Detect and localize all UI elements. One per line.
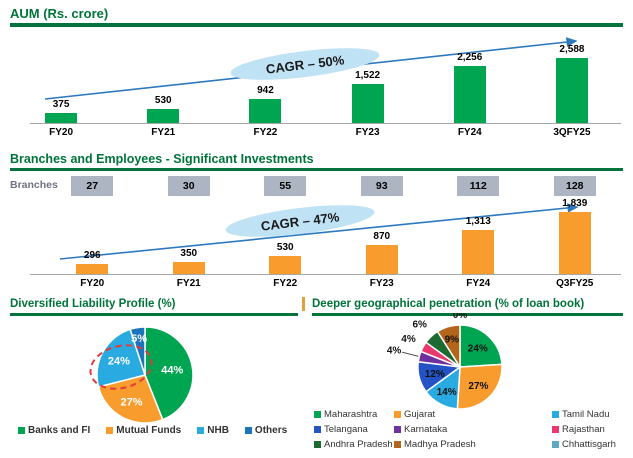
legend-marker: [197, 427, 204, 434]
legend-item-others: [245, 425, 287, 436]
pie-label-mutual-funds: 27%: [120, 396, 143, 409]
pie-label-gujarat: 27%: [468, 380, 489, 392]
bar-column: [521, 44, 623, 123]
pie-label-leader-line: [402, 352, 418, 356]
aum-section: [10, 6, 623, 140]
legend-marker: [314, 441, 321, 448]
branch-counts: [10, 176, 623, 196]
bar-value-label: 942: [257, 84, 274, 96]
legend-item-andhra-pradesh: [314, 439, 394, 450]
bar-column: [317, 70, 419, 122]
bar-value-label: 1,522: [355, 70, 381, 82]
axis-category-label: FY24: [457, 126, 482, 138]
pie-label-chhattisgarh: 0%: [452, 313, 468, 321]
branch-cell: [237, 176, 334, 196]
legend-label: Telangana: [324, 424, 368, 435]
bar-q3fy25: [559, 212, 591, 274]
branch-count-box: 128: [554, 176, 596, 196]
legend-marker: [552, 441, 559, 448]
legend-item-banks-and-fi: [18, 425, 90, 436]
bar-3qfy25: [556, 58, 588, 123]
branches-section: [10, 152, 623, 292]
pie-svg: [312, 313, 632, 417]
legend-marker: [18, 427, 25, 434]
pie-label-tamil-nadu: 14%: [436, 386, 457, 398]
geography-panel: [312, 297, 623, 455]
legend-label: Maharashtra: [324, 409, 378, 420]
branch-count-box: 112: [457, 176, 499, 196]
legend-marker: [552, 411, 559, 418]
pie-label-maharashtra: 24%: [467, 343, 488, 355]
branch-count-box: 55: [264, 176, 306, 196]
legend-label: NHB: [207, 425, 229, 436]
legend-item-karnataka: [394, 424, 552, 435]
legend-marker: [552, 426, 559, 433]
liability-panel-title: Diversified Liability Profile (%): [10, 298, 176, 310]
branch-cell: [334, 176, 431, 196]
axis-category-label: FY23: [369, 278, 394, 289]
geography-legend: [314, 409, 623, 450]
bar-column: [527, 198, 624, 274]
legend-item-telangana: [314, 424, 394, 435]
legend-marker: [394, 441, 401, 448]
legend-label: Others: [254, 425, 288, 436]
aum-cagr-badge: CAGR – 50%: [229, 41, 381, 85]
geography-pie-chart: [312, 313, 632, 422]
bar-fy23: [352, 84, 384, 122]
legend-item-maharashtra: [314, 409, 394, 420]
branch-cell: [430, 176, 527, 196]
bar-value-label: 350: [180, 248, 198, 260]
bar-column: [430, 216, 527, 274]
legend-marker: [314, 411, 321, 418]
bar-column: [10, 99, 112, 122]
bar-fy22: [249, 99, 281, 123]
bar-value-label: 1,839: [562, 198, 588, 209]
bar-fy24: [454, 66, 486, 123]
branches-row-label: Branches: [10, 179, 58, 191]
pie-label-andhra-pradesh: 6%: [412, 319, 427, 331]
branches-section-title: Branches and Employees - Significant Investments: [10, 151, 314, 166]
bar-column: [237, 242, 334, 274]
legend-item-gujarat: [394, 409, 552, 420]
bar-fy21: [147, 109, 179, 122]
axis-category-label: FY23: [355, 126, 380, 138]
aum-title-underline: [10, 23, 623, 27]
bar-fy23: [366, 245, 398, 274]
bar-column: [44, 250, 141, 274]
pie-label-telangana: 12%: [424, 369, 445, 380]
axis-category-label: FY20: [80, 278, 105, 289]
pie-label-rajasthan: 4%: [401, 334, 416, 346]
employees-bar-chart: [10, 198, 623, 291]
bar-value-label: 2,588: [559, 43, 585, 55]
aum-section-title: AUM (Rs. crore): [10, 6, 109, 21]
bar-value-label: 296: [83, 250, 101, 261]
legend-label: Tamil Nadu: [562, 409, 610, 420]
legend-marker: [394, 411, 401, 418]
legend-item-chhattisgarh: [552, 439, 623, 450]
legend-label: Madhya Pradesh: [404, 439, 476, 450]
branch-count-box: 93: [361, 176, 403, 196]
pie-label-madhya-pradesh: 9%: [444, 334, 460, 346]
legend-item-nhb: [197, 425, 229, 436]
branch-cell: [141, 176, 238, 196]
bar-fy24: [462, 230, 494, 274]
aum-bar-chart: [10, 43, 623, 140]
bar-value-label: 530: [276, 242, 294, 254]
liability-legend: [18, 425, 287, 436]
axis-category-label: Q3FY25: [556, 278, 594, 289]
legend-marker: [106, 427, 113, 434]
legend-item-mutual-funds: [106, 425, 181, 436]
bar-column: [214, 85, 316, 123]
bar-value-label: 530: [154, 95, 172, 107]
legend-marker: [394, 426, 401, 433]
legend-label: Chhattisgarh: [562, 439, 616, 450]
axis-category-label: FY22: [273, 278, 298, 289]
bar-fy20: [76, 264, 108, 274]
legend-label: Rajasthan: [562, 424, 605, 435]
bar-column: [419, 52, 521, 123]
pie-label-nhb: 24%: [107, 355, 130, 368]
liability-panel: [10, 297, 298, 455]
bar-fy20: [45, 113, 77, 122]
axis-category-label: FY20: [49, 126, 74, 138]
legend-marker: [245, 427, 252, 434]
bar-column: [141, 248, 238, 274]
branch-count-box: 27: [71, 176, 113, 196]
legend-label: Mutual Funds: [116, 425, 182, 436]
bar-value-label: 870: [373, 230, 391, 242]
branch-count-box: 30: [168, 176, 210, 196]
branch-cell: [44, 176, 141, 196]
axis-category-label: FY24: [466, 278, 491, 289]
axis-category-label: FY21: [176, 278, 201, 289]
axis-category-label: 3QFY25: [553, 126, 591, 138]
legend-label: Banks and FI: [28, 425, 91, 436]
bar-column: [334, 231, 431, 274]
geography-panel-title: Deeper geographical penetration (% of loan book): [312, 298, 585, 310]
bar-value-label: 375: [52, 99, 70, 111]
bar-fy22: [269, 256, 301, 274]
bar-fy21: [173, 262, 205, 274]
bar-value-label: 2,256: [457, 51, 483, 63]
pie-label-banks-and-fi: 44%: [161, 364, 184, 377]
legend-marker: [314, 426, 321, 433]
branches-row: [10, 176, 623, 196]
pie-label-karnataka: 4%: [386, 345, 402, 357]
legend-label: Gujarat: [404, 409, 436, 420]
legend-label: Karnataka: [404, 424, 448, 435]
axis-category-label: FY21: [151, 126, 176, 138]
legend-label: Andhra Pradesh: [324, 439, 393, 450]
branch-cell: [527, 176, 624, 196]
legend-item-madhya-pradesh: [394, 439, 552, 450]
bar-value-label: 1,313: [465, 215, 491, 227]
gold-divider-tick: [302, 297, 305, 311]
legend-item-tamil-nadu: [552, 409, 623, 420]
legend-item-rajasthan: [552, 424, 623, 435]
branches-cagr-badge: CAGR – 47%: [224, 199, 376, 243]
employees-axis-labels: [10, 278, 623, 291]
pie-label-others: 5%: [131, 332, 148, 345]
axis-category-label: FY22: [253, 126, 278, 138]
bar-column: [112, 95, 214, 122]
branches-title-underline: [10, 168, 623, 172]
bottom-row: [10, 297, 623, 455]
